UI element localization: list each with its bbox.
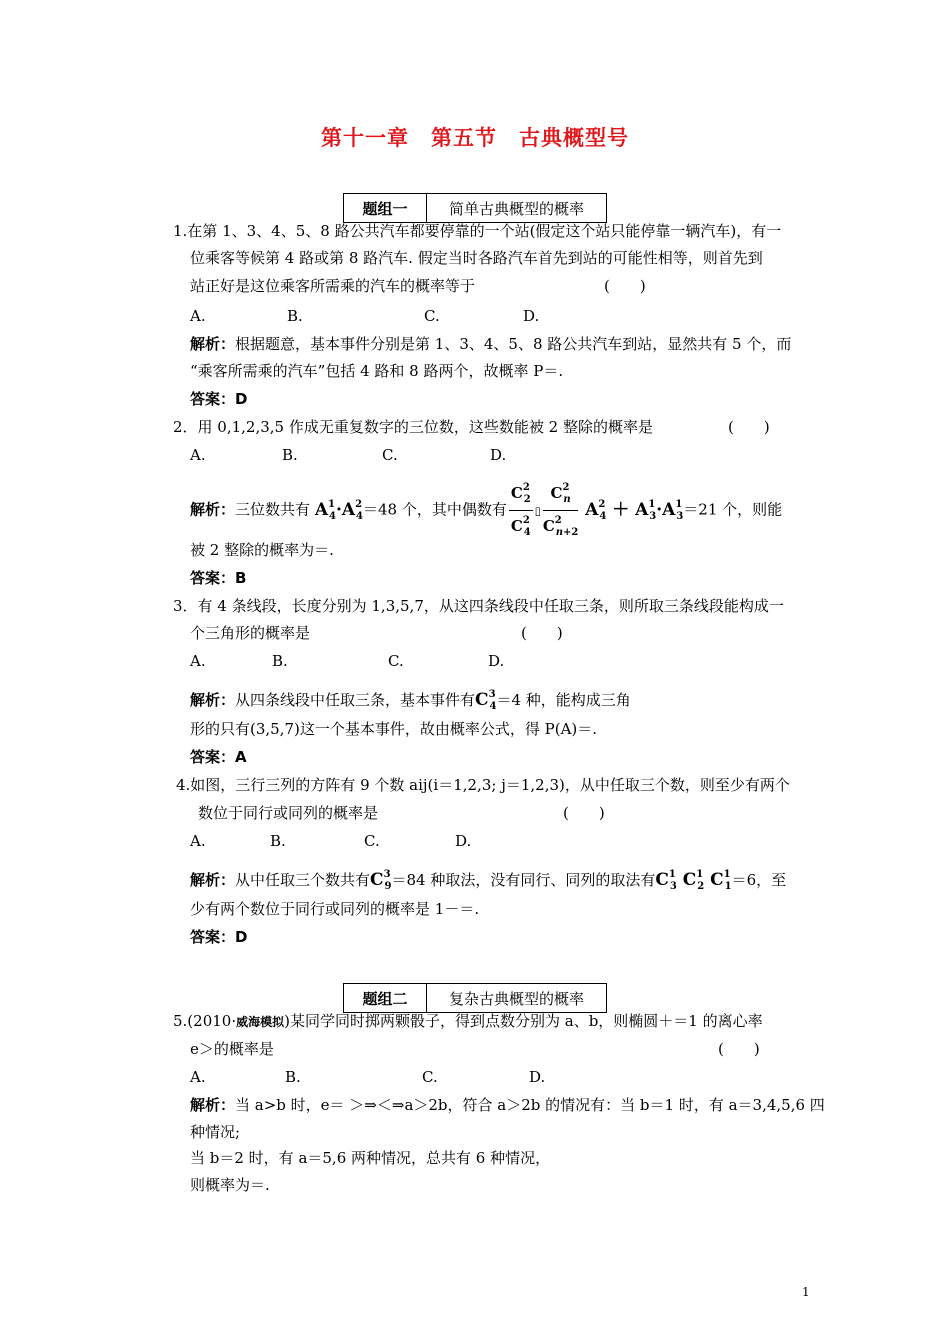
group-name: 简单古典概型的概率 bbox=[448, 199, 584, 218]
q1-answer: 答案：D bbox=[190, 390, 248, 408]
q4-line2: 数位于同行或同列的概率是 bbox=[198, 804, 379, 822]
analysis-text: 根据题意，基本事件分别是第 1、3、4、5、8 路公共汽车到站，显然共有 5 个，而 bbox=[235, 335, 792, 353]
combination-formula: $C^1_3$ $C^1_2$ $C^1_1$ bbox=[655, 869, 732, 892]
q4-option-d: D. bbox=[455, 832, 472, 850]
q2-analysis bbox=[190, 478, 782, 543]
permutation-formula: $A^2_4 + A^1_3\cdot A^1_3$ bbox=[585, 498, 684, 522]
q1-option-b: B. bbox=[287, 307, 303, 325]
analysis-text: 从四条线段中任取三条，基本事件有 bbox=[235, 691, 476, 709]
q3-analysis bbox=[190, 684, 631, 718]
q2-option-c: C. bbox=[382, 446, 398, 464]
q3-option-b: B. bbox=[272, 652, 288, 670]
combination-formula: $C^3_4$ bbox=[475, 689, 497, 712]
q5-analysis-4: 则概率为＝. bbox=[190, 1176, 270, 1194]
q5-line1 bbox=[173, 1010, 763, 1033]
analysis-label: 解析： bbox=[190, 871, 236, 889]
q1-paren: ( ) bbox=[604, 277, 646, 295]
q4-paren: ( ) bbox=[563, 804, 605, 822]
group-name: 复杂古典概型的概率 bbox=[448, 989, 584, 1008]
combination-formula: $C^3_9$ bbox=[370, 869, 392, 892]
q2-line1: 2．用 0,1,2,3,5 作成无重复数字的三位数，这些数能被 2 整除的概率是 bbox=[173, 418, 653, 436]
fraction: $\frac{C^2_n}{C^2_{n+2}}$ bbox=[543, 478, 579, 543]
q3-line2: 个三角形的概率是 bbox=[190, 624, 311, 642]
q5-analysis-3: 当 b＝2 时，有 a＝5,6 两种情况，总共有 6 种情况， bbox=[190, 1149, 551, 1167]
analysis-text: 三位数共有 bbox=[235, 500, 311, 519]
q5-number: 5.(2010· bbox=[173, 1012, 237, 1030]
q1-option-d: D. bbox=[523, 307, 540, 325]
q4-option-a: A. bbox=[190, 832, 206, 850]
q3-option-d: D. bbox=[488, 652, 505, 670]
q2-option-b: B. bbox=[282, 446, 298, 464]
q3-answer: 答案：A bbox=[190, 748, 247, 766]
q2-option-d: D. bbox=[490, 446, 507, 464]
q4-answer: 答案：D bbox=[190, 928, 248, 946]
q1-option-c: C. bbox=[424, 307, 440, 325]
group-label: 题组一 bbox=[344, 194, 427, 222]
q5-text: )某同学同时掷两颗骰子，得到点数分别为 a、b，则椭圆＋＝1 的离心率 bbox=[284, 1012, 763, 1030]
q3-option-c: C. bbox=[388, 652, 404, 670]
q5-source: 威海模拟 bbox=[236, 1015, 285, 1029]
q5-option-a: A. bbox=[190, 1068, 206, 1086]
group-label: 题组二 bbox=[344, 984, 427, 1012]
analysis-text: ＝84 种取法，没有同行、同列的取法有 bbox=[391, 871, 656, 889]
permutation-formula: $A^1_4\cdot A^2_4$ bbox=[314, 498, 363, 522]
analysis-label: 解析： bbox=[190, 691, 236, 709]
q5-paren: ( ) bbox=[718, 1040, 760, 1058]
analysis-label: 解析： bbox=[190, 1096, 236, 1114]
q5-option-c: C. bbox=[422, 1068, 438, 1086]
q4-analysis-2: 少有两个数位于同行或同列的概率是 1－＝. bbox=[190, 900, 480, 918]
group-box-2 bbox=[343, 983, 607, 1013]
analysis-text: 从中任取三个数共有 bbox=[235, 871, 371, 889]
q2-answer: 答案：B bbox=[190, 569, 247, 587]
q3-paren: ( ) bbox=[521, 624, 563, 642]
analysis-text: 当 a>b 时，e＝ ＞⇒＜⇒a＞2b，符合 a＞2b 的情况有：当 b＝1 时，有 a＝3,4,5,6 四 bbox=[235, 1096, 825, 1114]
q5-analysis-2: 种情况; bbox=[190, 1123, 241, 1141]
analysis-text: ＝6，至 bbox=[731, 871, 787, 889]
q4-option-b: B. bbox=[270, 832, 286, 850]
q2-paren: ( ) bbox=[728, 418, 770, 436]
q3-option-a: A. bbox=[190, 652, 206, 670]
q1-analysis bbox=[190, 333, 791, 355]
analysis-label: 解析： bbox=[190, 500, 236, 519]
fraction: $\frac{C^2_2}{C^2_4}$ bbox=[509, 478, 533, 543]
q1-line1: 1.在第 1、3、4、5、8 路公共汽车都要停靠的一个站(假定这个站只能停靠一辆汽车)，有一 bbox=[173, 222, 782, 240]
q5-option-d: D. bbox=[529, 1068, 546, 1086]
q1-analysis-2: “乘客所需乘的汽车”包括 4 路和 8 路两个，故概率 P＝. bbox=[190, 362, 564, 380]
q4-analysis bbox=[190, 864, 786, 898]
q1-line2: 位乘客等候第 4 路或第 8 路汽车. 假定当时各路汽车首先到站的可能性相等，则首先到 bbox=[190, 249, 763, 267]
analysis-text: ＝21 个，则能 bbox=[683, 500, 783, 519]
q5-option-b: B. bbox=[285, 1068, 301, 1086]
q5-line2: e＞的概率是 bbox=[190, 1040, 274, 1058]
page-title: 第十一章 第五节 古典概型号 bbox=[321, 126, 629, 150]
q1-option-a: A. bbox=[190, 307, 206, 325]
group-box-1 bbox=[343, 193, 607, 223]
placeholder-glyph: ▯ bbox=[534, 504, 541, 518]
analysis-label: 解析： bbox=[190, 335, 236, 353]
page-number: 1 bbox=[802, 1285, 810, 1299]
analysis-text: ＝4 种，能构成三角 bbox=[496, 691, 631, 709]
q3-line1: 3．有 4 条线段，长度分别为 1,3,5,7，从这四条线段中任取三条，则所取三条线段能构成一 bbox=[173, 597, 784, 615]
q2-analysis-2: 被 2 整除的概率为＝. bbox=[190, 541, 334, 559]
q4-line1: 4.如图，三行三列的方阵有 9 个数 aij(i＝1,2,3; j＝1,2,3)，从中任取三个数，则至少有两个 bbox=[176, 776, 790, 794]
q1-line3: 站正好是这位乘客所需乘的汽车的概率等于 bbox=[190, 277, 476, 295]
analysis-text: ＝48 个，其中偶数有 bbox=[363, 500, 507, 519]
q3-analysis-2: 形的只有(3,5,7)这一个基本事件，故由概率公式，得 P(A)＝. bbox=[190, 720, 598, 738]
q5-analysis bbox=[190, 1094, 825, 1116]
q2-option-a: A. bbox=[190, 446, 206, 464]
q4-option-c: C. bbox=[364, 832, 380, 850]
